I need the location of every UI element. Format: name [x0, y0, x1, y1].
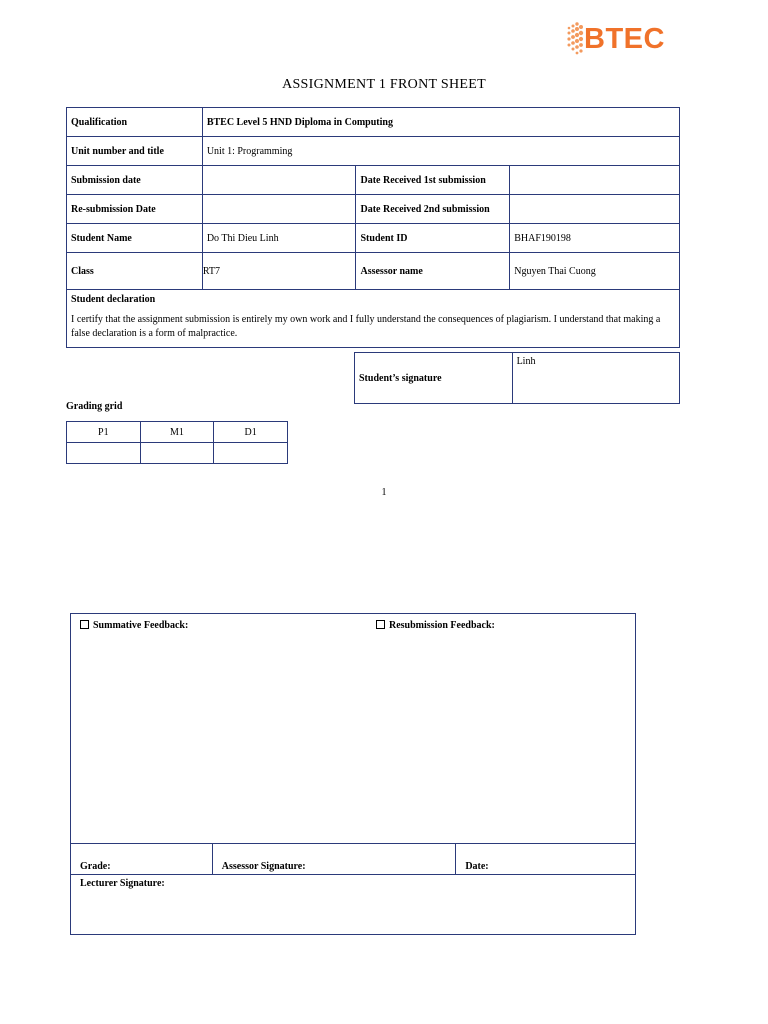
- student-id-value: BHAF190198: [510, 224, 680, 253]
- class-value: RT7: [202, 253, 356, 290]
- assessor-label: Assessor name: [356, 253, 510, 290]
- declaration-text: I certify that the assignment submission is entirely my own work and I fully understand the consequences of plagiarism. I understand that making a false declaration is a form of malpractice.: [71, 314, 661, 339]
- submission-date-value: [202, 166, 356, 195]
- lecturer-signature-label: Lecturer Signature:: [71, 875, 636, 935]
- declaration-cell: [67, 290, 680, 348]
- qualification-label: Qualification: [67, 108, 203, 137]
- date-received-2-label: Date Received 2nd submission: [356, 195, 510, 224]
- student-signature-label: Student’s signature: [355, 353, 513, 404]
- grade-header-d1: D1: [214, 422, 288, 443]
- table-row: [67, 422, 288, 443]
- unit-value: Unit 1: Programming: [202, 137, 679, 166]
- class-label: Class: [67, 253, 203, 290]
- date-received-1-label: Date Received 1st submission: [356, 166, 510, 195]
- table-row: [71, 844, 636, 875]
- signature-table: [354, 352, 680, 404]
- table-row: [67, 195, 680, 224]
- resubmission-date-value: [202, 195, 356, 224]
- checkbox-icon: [80, 620, 89, 629]
- qualification-value: BTEC Level 5 HND Diploma in Computing: [202, 108, 679, 137]
- grade-header-p1: P1: [67, 422, 141, 443]
- grade-cell-m1: [140, 443, 214, 464]
- table-row: [67, 290, 680, 348]
- resubmission-feedback-label: Resubmission Feedback:: [389, 620, 495, 631]
- table-row: [71, 875, 636, 935]
- submission-date-label: Submission date: [67, 166, 203, 195]
- table-row: [355, 353, 680, 404]
- declaration-heading: Student declaration: [71, 294, 156, 305]
- feedback-cell: [71, 614, 636, 844]
- date-received-2-value: [510, 195, 680, 224]
- checkbox-icon: [376, 620, 385, 629]
- table-row: [67, 224, 680, 253]
- student-name-label: Student Name: [67, 224, 203, 253]
- grading-grid: [66, 421, 288, 464]
- student-name-value: Do Thi Dieu Linh: [202, 224, 356, 253]
- table-row: [71, 614, 636, 844]
- resubmission-feedback: [376, 620, 495, 631]
- assessor-signature-label: Assessor Signature:: [212, 844, 456, 875]
- grading-grid-label: Grading grid: [66, 401, 123, 412]
- btec-logo: BTEC: [584, 23, 665, 55]
- table-row: [67, 137, 680, 166]
- grade-label: Grade:: [71, 844, 213, 875]
- date-label: Date:: [456, 844, 636, 875]
- summative-feedback: [80, 620, 188, 631]
- assessor-value: Nguyen Thai Cuong: [510, 253, 680, 290]
- grade-cell-d1: [214, 443, 288, 464]
- grade-header-m1: M1: [140, 422, 214, 443]
- unit-label: Unit number and title: [67, 137, 203, 166]
- date-received-1-value: [510, 166, 680, 195]
- resubmission-date-label: Re-submission Date: [67, 195, 203, 224]
- table-row: [67, 108, 680, 137]
- table-row: [67, 443, 288, 464]
- summative-feedback-label: Summative Feedback:: [93, 620, 189, 631]
- front-sheet-table: [66, 107, 680, 348]
- grade-cell-p1: [67, 443, 141, 464]
- feedback-table: [70, 613, 636, 935]
- student-id-label: Student ID: [356, 224, 510, 253]
- table-row: [67, 166, 680, 195]
- page-title: ASSIGNMENT 1 FRONT SHEET: [282, 77, 486, 92]
- page-number: 1: [381, 487, 387, 498]
- student-signature-value: Linh: [512, 353, 679, 404]
- table-row: [67, 253, 680, 290]
